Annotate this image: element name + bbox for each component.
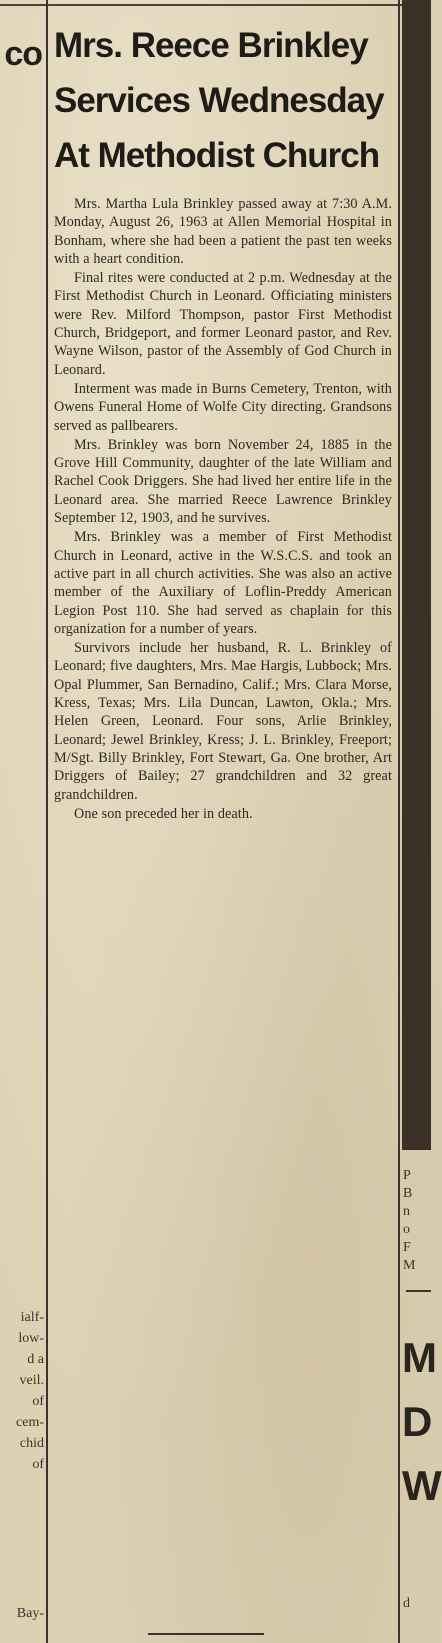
left-column-rule <box>46 0 48 1643</box>
left-column-text-fragment: chid <box>19 1436 44 1451</box>
headline-line: At Methodist Church <box>54 136 380 175</box>
article-paragraph: One son preceded her in death. <box>74 805 253 822</box>
right-column-text-fragment: P <box>403 1168 411 1183</box>
right-column-dark-panel <box>402 0 431 1150</box>
right-column-text-fragment: B <box>403 1186 413 1201</box>
left-column-text-fragment: of <box>32 1457 44 1472</box>
right-column-headline-fragment: W <box>402 1462 442 1509</box>
article-headline <box>54 18 392 183</box>
right-column-headline-fragment: D <box>402 1398 433 1445</box>
right-column-text-fragment: d <box>403 1596 410 1611</box>
end-of-article-rule <box>148 1633 264 1635</box>
right-column-text-fragment: M <box>403 1258 416 1273</box>
article-paragraph: Mrs. Martha Lula Brinkley passed away at 7:30 A.M. Monday, August 26, 1963 at Allen Memorial Hospital in Bonham, where she had been a patient the past ten weeks with a heart condition. <box>54 196 392 267</box>
article-paragraph: Mrs. Brinkley was born November 24, 1885 in the Grove Hill Community, daughter of the late William and Rachel Cook Driggers. She had lived her entire life in the Leonard area. She married Reece Lawrence Brinkley September 12, 1903, and he survives. <box>54 436 392 527</box>
left-column-headline-fragment: co <box>4 35 42 73</box>
right-column-text-fragment: o <box>403 1222 410 1237</box>
obituary-article <box>54 18 392 824</box>
right-column-rule-short <box>406 1290 431 1292</box>
article-paragraph: Final rites were conducted at 2 p.m. Wednesday at the First Methodist Church in Leonard. Officiating ministers were Rev. Milford Thompson, pastor First Methodist Church, Bridgeport, and former Leonard pastor, and Rev. Wayne Wilson, pastor of the Assembly of God Church in Leonard. <box>54 270 392 378</box>
left-column-text-fragment: Bay- <box>16 1606 44 1621</box>
article-paragraph: Survivors include her husband, R. L. Brinkley of Leonard; five daughters, Mrs. Mae Hargis, Lubbock; Mrs. Opal Plummer, San Bernadino, Calif.; Mrs. Clara Morse, Kress, Texas; Mrs. Lila Duncan, Lawton, Okla.; Mrs. Helen Green, Leonard. Four sons, Arlie Brinkley, Leonard; Jewel Brinkley, Kress; J. L. Brinkley, Freeport; M/Sgt. Billy Brinkley, Fort Stewart, Ga. One brother, Art Driggers of Bailey; 27 grandchildren and 32 great grandchildren. <box>54 640 392 803</box>
left-column-text-fragment: of <box>32 1394 44 1409</box>
right-column-headline-fragment: M <box>402 1334 437 1381</box>
left-column-text-fragment: low- <box>18 1331 44 1346</box>
left-column-text-fragment: ialf- <box>20 1310 44 1325</box>
right-column-rule <box>398 0 400 1643</box>
article-body <box>54 195 392 823</box>
article-paragraph: Mrs. Brinkley was a member of First Methodist Church in Leonard, active in the W.S.C.S. and took an active part in all church activities. She was also an active member of the Auxiliary of Loflin-Preddy American Legion Post 110. She had served as chaplain for this organization for a number of years. <box>54 529 392 637</box>
headline-line: Mrs. Reece Brinkley <box>54 26 368 65</box>
left-column-text-fragment: veil. <box>19 1373 44 1388</box>
left-column-text-fragment: cem- <box>16 1415 44 1430</box>
left-column-text-fragment: d a <box>27 1352 44 1367</box>
article-paragraph: Interment was made in Burns Cemetery, Trenton, with Owens Funeral Home of Wolfe City directing. Grandsons served as pallbearers. <box>54 380 392 434</box>
right-column-text-fragment: n <box>403 1204 410 1219</box>
right-column-text-fragment: F <box>403 1240 411 1255</box>
top-rule <box>0 4 431 6</box>
headline-line: Services Wednesday <box>54 81 384 120</box>
